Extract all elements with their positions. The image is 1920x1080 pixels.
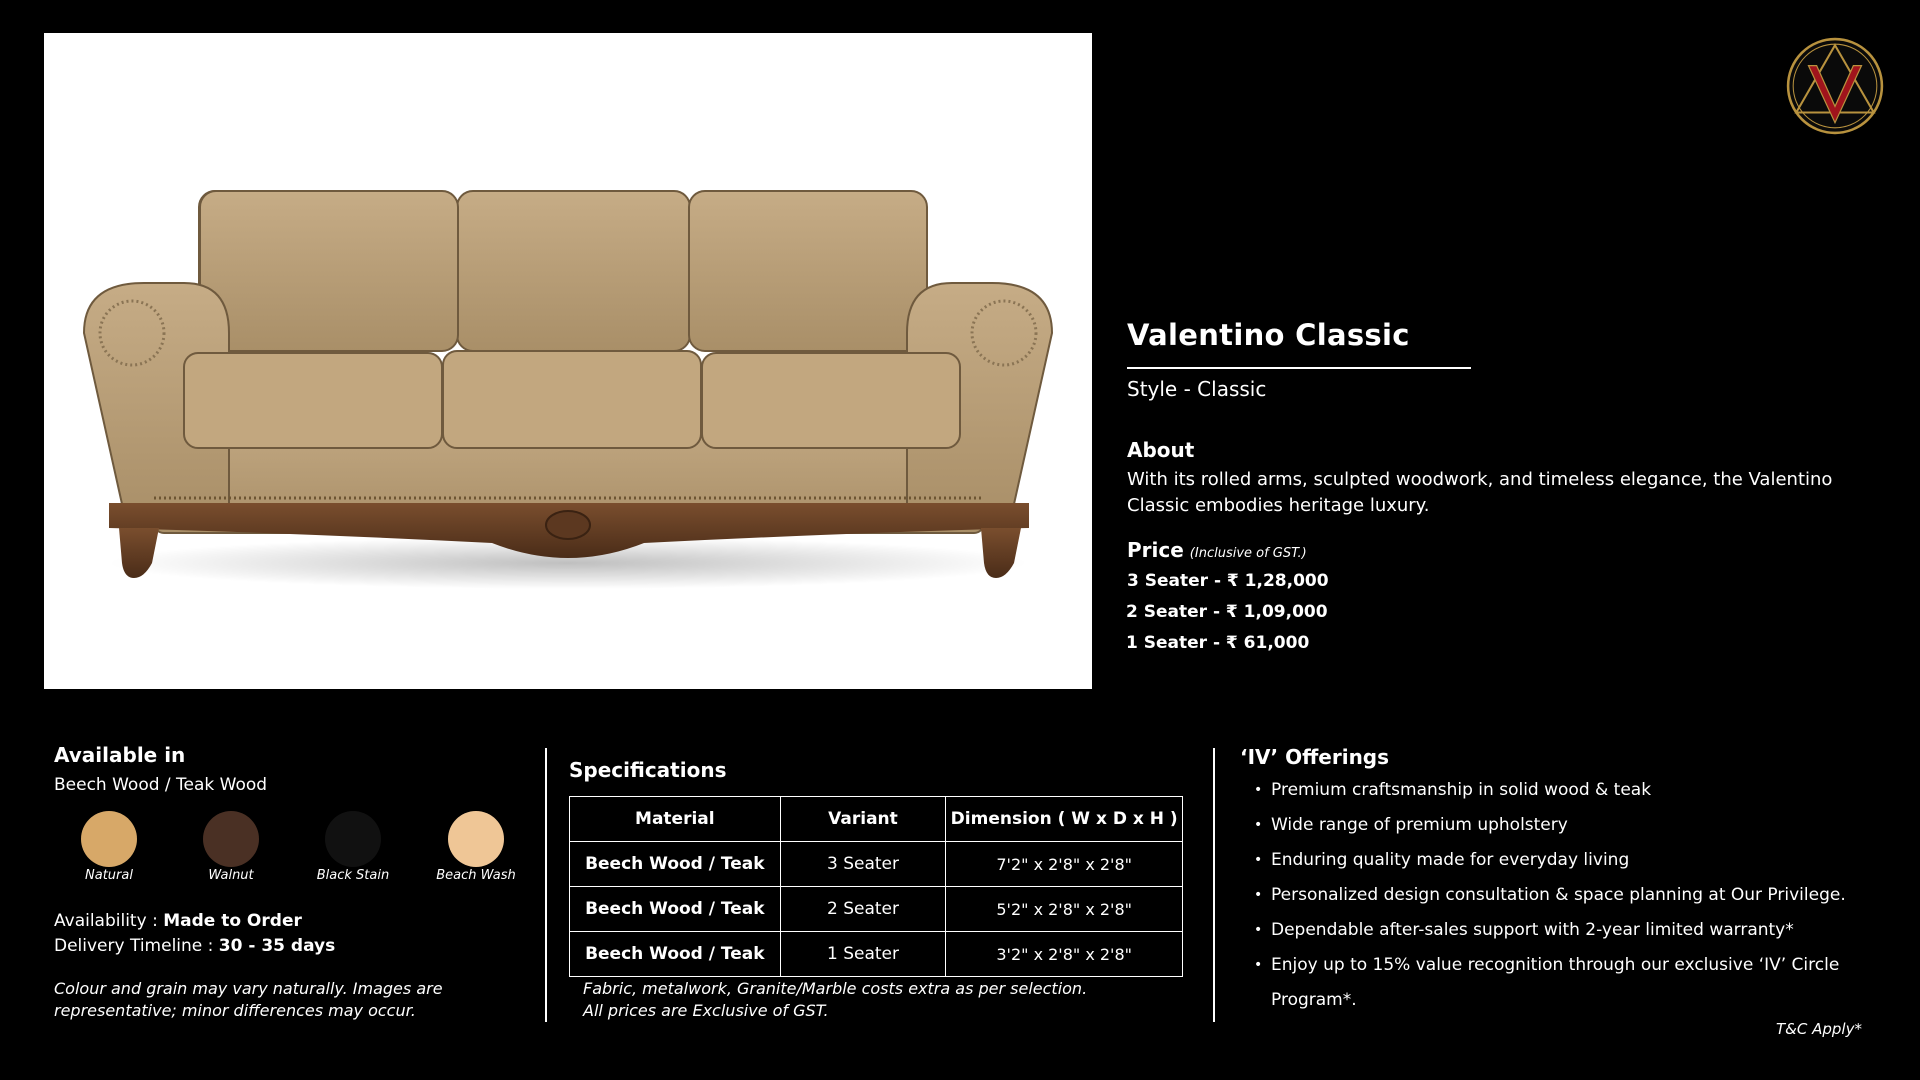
variant-cell: 3 Seater — [780, 842, 946, 887]
offerings-heading: ‘IV’ Offerings — [1240, 745, 1390, 769]
column-header: Material — [570, 797, 781, 842]
delivery-line — [54, 936, 335, 956]
specifications-heading: Specifications — [569, 758, 727, 782]
swatch-label-beach-wash: Beach Wash — [436, 868, 516, 883]
product-image — [44, 33, 1092, 689]
column-header: Dimension ( W x D x H ) — [946, 797, 1183, 842]
table-row — [570, 842, 1183, 887]
column-header: Variant — [780, 797, 946, 842]
triangle-v-monogram-logo-icon — [1784, 35, 1886, 137]
price-heading: Price — [1127, 538, 1184, 562]
swatch-natural[interactable] — [81, 811, 137, 867]
list-item: • Enduring quality made for everyday living — [1256, 843, 1896, 878]
price-2-seater: 2 Seater - ₹ 1,09,000 — [1126, 602, 1328, 622]
price-1-seater: 1 Seater - ₹ 61,000 — [1126, 633, 1310, 653]
terms-note: T&C Apply* — [1776, 1020, 1862, 1038]
material-cell: Beech Wood / Teak — [570, 842, 781, 887]
price-heading-row — [1127, 538, 1307, 562]
sofa-illustration — [44, 33, 1092, 689]
swatch-beach-wash[interactable] — [448, 811, 504, 867]
availability-label: Availability : — [54, 911, 164, 931]
section-divider — [545, 748, 547, 1022]
brand-logo — [1784, 35, 1886, 137]
swatch-black-stain[interactable] — [325, 811, 381, 867]
colour-note-line: Colour and grain may vary naturally. Images are — [54, 979, 443, 998]
specifications-table — [569, 796, 1183, 977]
dimension-cell: 5'2" x 2'8" x 2'8" — [946, 887, 1183, 932]
material-cell: Beech Wood / Teak — [570, 932, 781, 977]
specifications-note-line: Fabric, metalwork, Granite/Marble costs extra as per selection. — [583, 979, 1088, 998]
list-item: • Dependable after-sales support with 2-year limited warranty* — [1256, 913, 1896, 948]
list-item: • Premium craftsmanship in solid wood & teak — [1256, 773, 1896, 808]
dimension-cell: 3'2" x 2'8" x 2'8" — [946, 932, 1183, 977]
specifications-note — [583, 978, 1143, 1022]
variant-cell: 2 Seater — [780, 887, 946, 932]
specifications-note-line: All prices are Exclusive of GST. — [583, 1001, 829, 1020]
section-divider — [1213, 748, 1215, 1022]
swatch-label-walnut: Walnut — [208, 868, 254, 883]
delivery-label: Delivery Timeline : — [54, 936, 219, 956]
price-note: (Inclusive of GST.) — [1189, 546, 1307, 561]
table-row — [570, 887, 1183, 932]
dimension-cell: 7'2" x 2'8" x 2'8" — [946, 842, 1183, 887]
available-materials: Beech Wood / Teak Wood — [54, 775, 268, 795]
about-heading: About — [1127, 438, 1195, 462]
variant-cell: 1 Seater — [780, 932, 946, 977]
swatch-label-black-stain: Black Stain — [316, 868, 390, 883]
table-header-row — [570, 797, 1183, 842]
style-label: Style - Classic — [1127, 377, 1267, 401]
swatch-walnut[interactable] — [203, 811, 259, 867]
material-cell: Beech Wood / Teak — [570, 887, 781, 932]
price-3-seater: 3 Seater - ₹ 1,28,000 — [1127, 571, 1329, 591]
colour-note — [54, 978, 494, 1022]
list-item: • Wide range of premium upholstery — [1256, 808, 1896, 843]
availability-value: Made to Order — [163, 911, 302, 931]
product-title: Valentino Classic — [1127, 318, 1410, 352]
table-row — [570, 932, 1183, 977]
list-item: • Enjoy up to 15% value recognition through our exclusive ‘IV’ Circle Program*. — [1256, 948, 1896, 1018]
swatch-label-natural: Natural — [85, 868, 133, 883]
colour-note-line: representative; minor differences may occur. — [54, 1001, 416, 1020]
list-item: • Personalized design consultation & space planning at Our Privilege. — [1256, 878, 1896, 913]
about-text: With its rolled arms, sculpted woodwork, and timeless elegance, the Valentino Classic embodies heritage luxury. — [1127, 469, 1833, 516]
title-underline — [1127, 367, 1471, 369]
delivery-value: 30 - 35 days — [218, 936, 336, 956]
available-heading: Available in — [54, 743, 186, 767]
availability-line — [54, 911, 302, 931]
offerings-list — [1256, 773, 1896, 1018]
